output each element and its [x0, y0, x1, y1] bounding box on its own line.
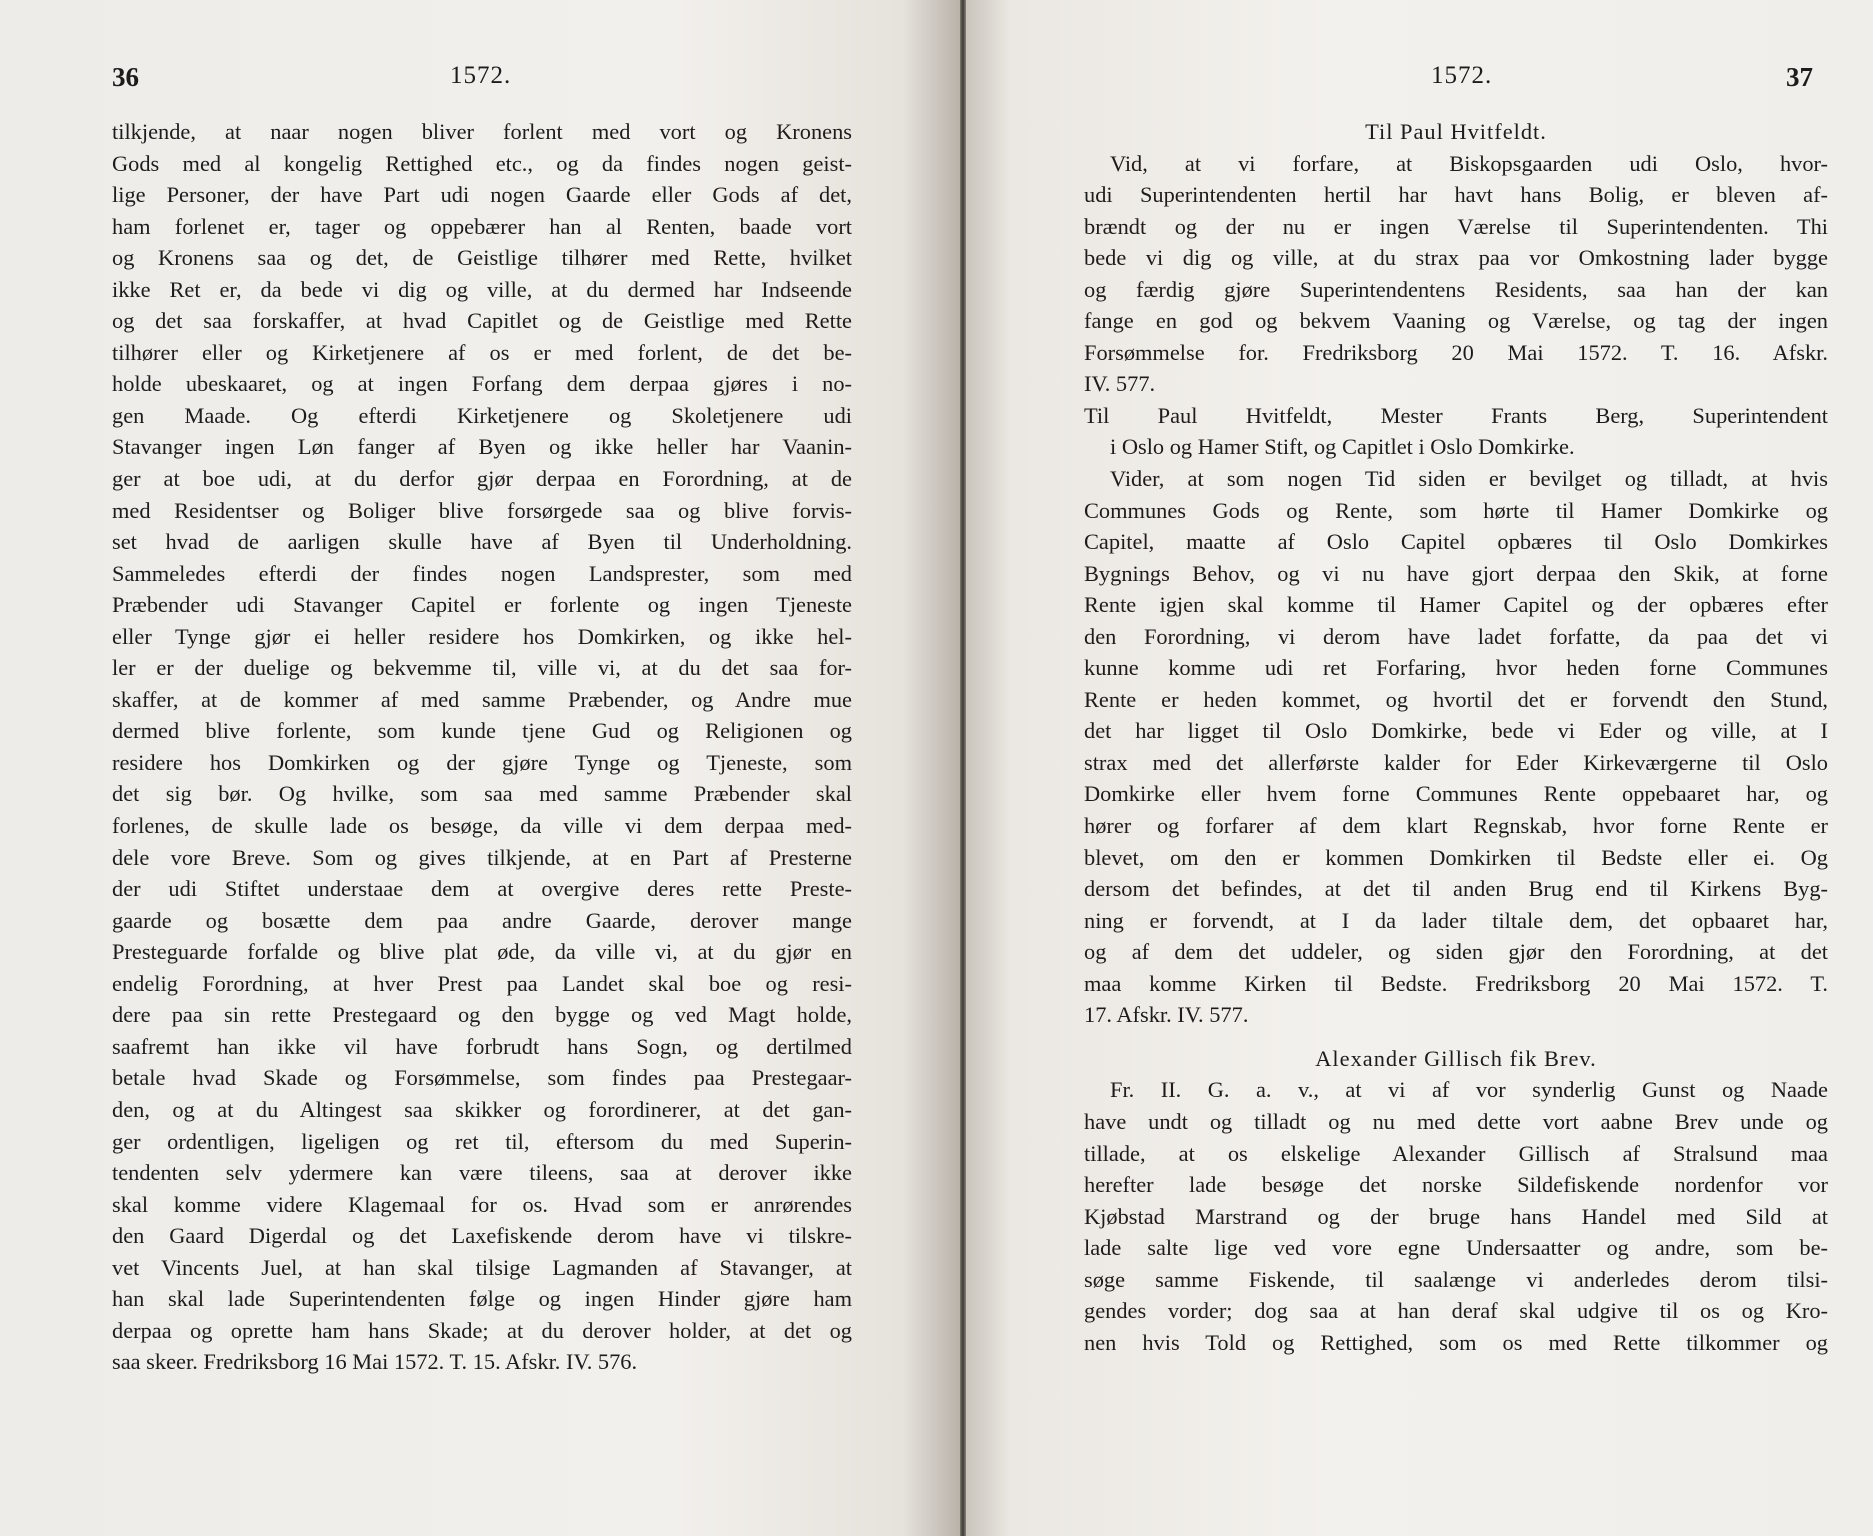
text-line: have undt og tilladt og nu med dette vort aabne Brev unde og [1084, 1108, 1828, 1134]
text-line: Rente igjen skal komme til Hamer Capitel og der opbæres efter [1084, 592, 1828, 618]
text-line: ger ordentligen, ligeligen og ret til, eftersom du med Superin- [112, 1128, 852, 1154]
text-line: tillade, at os elskelige Alexander Gillisch af Stralsund maa [1084, 1140, 1828, 1166]
running-head: 1572. [1431, 62, 1493, 89]
text-line: Sammeledes efterdi der findes nogen Landsprester, som med [112, 560, 852, 586]
text-line: Fr. II. G. a. v., at vi af vor synderlig Gunst og Naade [1110, 1077, 1828, 1103]
text-line: vet Vincents Juel, at han skal tilsige Lagmanden af Stavanger, at [112, 1254, 852, 1280]
text-line: den Forordning, vi derom have ladet forfatte, da paa det vi [1084, 623, 1828, 649]
text-line: Præbender udi Stavanger Capitel er forlente og ingen Tjeneste [112, 592, 852, 618]
text-line: saafremt han ikke vil have forbrudt hans Sogn, og dertilmed [112, 1033, 852, 1059]
text-line: Domkirke eller hvem forne Communes Rente oppebaaret har, og [1084, 781, 1828, 807]
text-line: Vid, at vi forfare, at Biskopsgaarden udi Oslo, hvor- [1110, 150, 1828, 176]
text-line: Gods med al kongelig Rettighed etc., og da findes nogen geist- [112, 150, 852, 176]
text-line: set hvad de aarligen skulle have af Byen til Underholdning. [112, 529, 852, 555]
text-line: det sig bør. Og hvilke, som saa med samme Præbender skal [112, 781, 852, 807]
page-number: 36 [112, 62, 139, 92]
text-line: skal komme videre Klagemaal for os. Hvad som er anrørendes [112, 1191, 852, 1217]
text-line: Capitel, maatte af Oslo Capitel opbæres til Oslo Domkirkes [1084, 529, 1828, 555]
text-line: dersom det befindes, at det til anden Brug end til Kirkens Byg- [1084, 876, 1828, 902]
text-line: med Residentser og Boliger blive forsørgede saa og blive forvis- [112, 497, 852, 523]
text-line: 17. Afskr. IV. 577. [1084, 1002, 1249, 1028]
text-line: han skal lade Superintendenten følge og ingen Hinder gjøre ham [112, 1286, 852, 1312]
body-text [112, 116, 852, 1378]
right-page [966, 0, 1873, 1536]
text-line: residere hos Domkirken og der gjøre Tynge og Tjeneste, som [112, 749, 852, 775]
text-line: søge samme Fiskende, til saalænge vi anderledes derom tilsi- [1084, 1266, 1828, 1292]
text-line: skaffer, at de kommer af med samme Præbender, og Andre mue [112, 686, 852, 712]
text-line: ikke Ret er, da bede vi dig og ville, at du dermed har Indseende [112, 276, 852, 302]
text-line: Forsømmelse for. Fredriksborg 20 Mai 1572. T. 16. Afskr. [1084, 339, 1828, 365]
text-line: Bygnings Behov, og vi nu have gjort derpaa den Skik, at forne [1084, 560, 1828, 586]
text-line: Presteguarde forfalde og blive plat øde, da ville vi, at du gjør en [112, 939, 852, 965]
text-line: strax med det allerførste kalder for Eder Kirkeværgerne til Oslo [1084, 749, 1828, 775]
text-line: maa komme Kirken til Bedste. Fredriksborg 20 Mai 1572. T. [1084, 970, 1828, 996]
text-line: derpaa og oprette ham hans Skade; at du derover holder, at det og [112, 1317, 852, 1343]
text-line: saa skeer. Fredriksborg 16 Mai 1572. T. 15. Afskr. IV. 576. [112, 1349, 638, 1375]
text-line: udi Superintendenten hertil har havt hans Bolig, er bleven af- [1084, 182, 1828, 208]
text-line: tilkjende, at naar nogen bliver forlent med vort og Kronens [112, 119, 852, 144]
text-line: endelig Forordning, at hver Prest paa Landet skal boe og resi- [112, 970, 852, 996]
text-line: den Gaard Digerdal og det Laxefiskende derom have vi tilskre- [112, 1223, 852, 1249]
text-line: Vider, at som nogen Tid siden er bevilget og tilladt, at hvis [1110, 466, 1828, 492]
text-line: dere paa sin rette Prestegaard og den bygge og ved Magt holde, [112, 1002, 852, 1028]
text-line: holde ubeskaaret, og at ingen Forfang dem derpaa gjøres i no- [112, 371, 852, 397]
text-line: forlenes, de skulle lade os besøge, da ville vi dem derpaa med- [112, 813, 852, 839]
text-line: kunne komme udi ret Forfaring, hvor heden forne Communes [1084, 655, 1828, 681]
text-line: tendenten selv ydermere kan være tileens, saa at derover ikke [112, 1160, 852, 1186]
text-line: gaarde og bosætte dem paa andre Gaarde, derover mange [112, 907, 852, 933]
running-head: 1572. [450, 62, 512, 89]
text-line: og færdig gjøre Superintendentens Residents, saa han der kan [1084, 276, 1828, 302]
text-line: den, og at du Altingest saa skikker og forordinerer, at det gan- [112, 1096, 852, 1122]
text-line: nen hvis Told og Rettighed, som os med Rette tilkommer og [1084, 1329, 1828, 1355]
text-line: lige Personer, der have Part udi nogen Gaarde eller Gods af det, [112, 182, 852, 208]
text-line: og Kronens saa og det, de Geistlige tilhører med Rette, hvilket [112, 245, 852, 271]
text-line: der udi Stiftet understaae dem at overgive deres rette Preste- [112, 876, 852, 902]
text-line: eller Tynge gjør ei heller residere hos Domkirken, og ikke hel- [112, 623, 852, 649]
text-line: ler er der duelige og bekvemme til, ville vi, at du det saa for- [112, 655, 852, 681]
text-line: gendes vorder; dog saa at han deraf skal udgive til os og Kro- [1084, 1298, 1828, 1324]
text-line: og af dem det uddeler, og siden gjør den Forordning, at det [1084, 939, 1828, 965]
text-line: dele vore Breve. Som og gives tilkjende, at en Part af Presterne [112, 844, 852, 870]
text-line: blevet, om den er kommen Domkirken til Bedste eller ei. Og [1084, 844, 1828, 870]
text-line: fange en god og bekvem Vaaning og Værelse, og tag der ingen [1084, 308, 1828, 334]
text-line: tilhører eller og Kirketjenere af os er med forlent, de det be- [112, 339, 852, 365]
text-line: ning er forvendt, at I da lader tiltale dem, det opbaaret har, [1084, 907, 1828, 933]
text-line: bede vi dig og ville, at du strax paa vor Omkostning lader bygge [1084, 245, 1828, 271]
section-heading: Til Paul Hvitfeldt. [1365, 119, 1547, 144]
text-line: hører og forfarer af dem klart Regnskab, hvor forne Rente er [1084, 813, 1828, 839]
body-text [1084, 116, 1828, 1358]
section-heading: Til Paul Hvitfeldt, Mester Frants Berg, Superintendent [1084, 402, 1828, 428]
text-line: Kjøbstad Marstrand og der bruge hans Handel med Sild at [1084, 1203, 1828, 1229]
text-line: ham forlenet er, tager og oppebærer han al Renten, baade vort [112, 213, 852, 239]
text-line: det har ligget til Oslo Domkirke, bede vi Eder og ville, at I [1084, 718, 1828, 744]
text-line: Communes Gods og Rente, som hørte til Hamer Domkirke og [1084, 497, 1828, 523]
text-line: Stavanger ingen Løn fanger af Byen og ikke heller har Vaanin- [112, 434, 852, 460]
page-number: 37 [1786, 62, 1813, 92]
text-line: brændt og der nu er ingen Værelse til Superintendenten. Thi [1084, 213, 1828, 239]
text-line: gen Maade. Og efterdi Kirketjenere og Skoletjenere udi [112, 402, 852, 428]
section-heading: Alexander Gillisch fik Brev. [1315, 1045, 1597, 1071]
text-line: og det saa forskaffer, at hvad Capitlet og de Geistlige med Rette [112, 308, 852, 334]
text-line: ger at boe udi, at du derfor gjør derpaa en Forordning, at de [112, 466, 852, 492]
section-heading: i Oslo og Hamer Stift, og Capitlet i Oslo Domkirke. [1110, 434, 1575, 460]
text-line: Rente er heden kommet, og hvortil det er forvendt den Stund, [1084, 686, 1828, 712]
text-line: betale hvad Skade og Forsømmelse, som findes paa Prestegaar- [112, 1065, 852, 1091]
text-line: herefter lade besøge det norske Sildefiskende nordenfor vor [1084, 1172, 1828, 1198]
text-line: lade salte lige ved vore egne Undersaatter og andre, som be- [1084, 1235, 1828, 1261]
text-line: IV. 577. [1084, 371, 1156, 397]
text-line: dermed blive forlente, som kunde tjene Gud og Religionen og [112, 718, 852, 744]
